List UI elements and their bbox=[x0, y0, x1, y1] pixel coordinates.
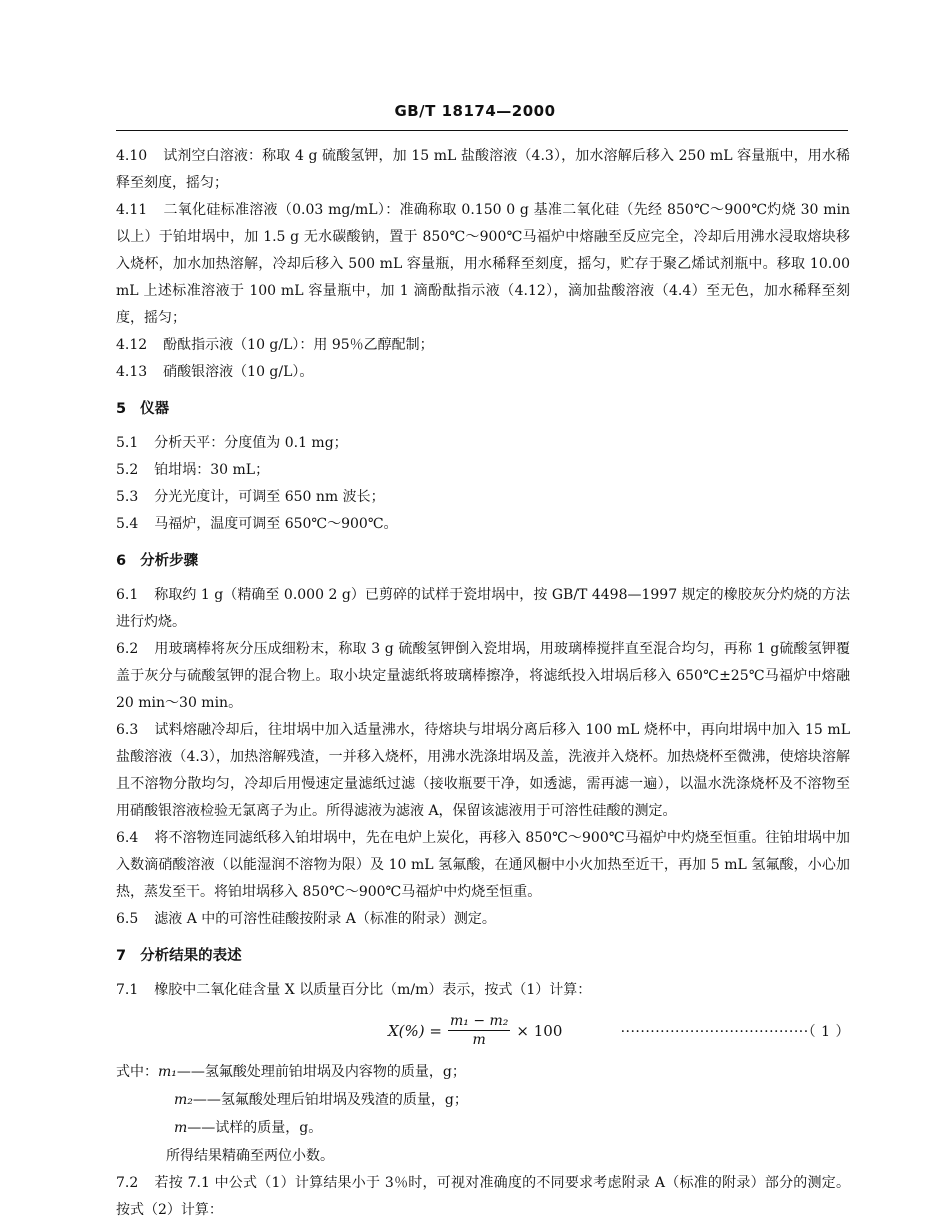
clause-5-1 bbox=[116, 430, 850, 457]
clause-text: 滤液 A 中的可溶性硅酸按附录 A（标准的附录）测定。 bbox=[154, 911, 496, 927]
clause-5-4 bbox=[116, 511, 850, 538]
clause-text: 硝酸银溶液（10 g/L）。 bbox=[163, 364, 314, 380]
clause-number: 6.2 bbox=[116, 641, 139, 657]
clause-text: 试剂空白溶液：称取 4 g 硫酸氢钾，加 15 mL 盐酸溶液（4.3），加水溶解后移入 250 mL 容量瓶中，用水稀释至刻度，摇匀； bbox=[116, 148, 850, 191]
section-title: 仪器 bbox=[140, 401, 170, 417]
clause-4-12 bbox=[116, 332, 850, 359]
equation-number: ······································（ 1 ） bbox=[620, 1024, 850, 1040]
legend-text: ——试样的质量，g。 bbox=[187, 1120, 323, 1136]
clause-text: 用玻璃棒将灰分压成细粉末，称取 3 g 硫酸氢钾倒入瓷坩埚，用玻璃棒搅拌直至混合均匀，再称 1 g硫酸氢钾覆盖于灰分与硫酸氢钾的混合物上。取小块定量滤纸将玻璃棒擦净，将滤纸投入坩埚后移入 650℃±25℃马福炉中熔融 20 min～30 min。 bbox=[116, 641, 850, 711]
legend-row-m1 bbox=[116, 1058, 850, 1086]
legend-row-m2 bbox=[116, 1086, 850, 1114]
clause-text: 铂坩埚：30 mL； bbox=[154, 462, 270, 478]
clause-number: 4.11 bbox=[116, 202, 148, 218]
clause-number: 5.1 bbox=[116, 435, 139, 451]
clause-5-2 bbox=[116, 457, 850, 484]
formula-lhs: X(%) = bbox=[388, 1021, 442, 1040]
clause-text: 称取约 1 g（精确至 0.000 2 g）已剪碎的试样于瓷坩埚中，按 GB/T 4498—1997 规定的橡胶灰分灼烧的方法进行灼烧。 bbox=[116, 587, 850, 630]
clause-7-2 bbox=[116, 1170, 850, 1224]
formula-denominator: m bbox=[472, 1032, 486, 1048]
clause-number: 6.5 bbox=[116, 911, 139, 927]
formula-numerator: m₁ − m₂ bbox=[449, 1013, 509, 1029]
clause-text: 试料熔融冷却后，往坩埚中加入适量沸水，待熔块与坩埚分离后移入 100 mL 烧杯中，再向坩埚中加入 15 mL 盐酸溶液（4.3），加热溶解残渣，一并移入烧杯，用沸水洗涤坩埚及盖，洗液并入烧杯。加热烧杯至微沸，使熔块溶解且不溶物分散均匀，冷却后用慢速定量滤纸过滤（接收瓶要干净，如透滤，需再滤一遍），以温水洗涤烧杯及不溶物至用硝酸银溶液检验无氯离子为止。所得滤液为滤液 A，保留该滤液用于可溶性硅酸的测定。 bbox=[116, 722, 850, 819]
clause-text: 橡胶中二氧化硅含量 X 以质量百分比（m/m）表示，按式（1）计算： bbox=[154, 982, 592, 998]
legend-intro: 式中： bbox=[116, 1064, 158, 1080]
legend-row-m bbox=[116, 1114, 850, 1142]
clause-text: 将不溶物连同滤纸移入铂坩埚中，先在电炉上炭化，再移入 850℃～900℃马福炉中灼烧至恒重。往铂坩埚中加入数滴硝酸溶液（以能湿润不溶物为限）及 10 mL 氢氟酸，在通风橱中小火加热至近干，再加 5 mL 氢氟酸，小心加热，蒸发至干。将铂坩埚移入 850℃～900℃马福炉中灼烧至恒重。 bbox=[116, 830, 850, 900]
clause-number: 4.10 bbox=[116, 148, 148, 164]
clause-4-10 bbox=[116, 143, 850, 197]
clause-number: 6.3 bbox=[116, 722, 139, 738]
clause-number: 6.1 bbox=[116, 587, 139, 603]
clause-text: 分析天平：分度值为 0.1 mg； bbox=[154, 435, 348, 451]
page-header: GB/T 18174—2000 bbox=[394, 102, 556, 120]
legend-text: ——氢氟酸处理后铂坩埚及残渣的质量，g； bbox=[192, 1092, 468, 1108]
clause-number: 5.4 bbox=[116, 516, 139, 532]
clause-number: 5.3 bbox=[116, 489, 139, 505]
section-title: 分析结果的表述 bbox=[140, 948, 242, 964]
formula-rhs: × 100 bbox=[516, 1021, 563, 1040]
clause-text: 马福炉，温度可调至 650℃～900℃。 bbox=[154, 516, 398, 532]
legend-variable: m₂ bbox=[174, 1092, 193, 1108]
clause-number: 6.4 bbox=[116, 830, 139, 846]
clause-number: 7.1 bbox=[116, 982, 139, 998]
section-number: 7 bbox=[116, 948, 127, 964]
clause-6-1 bbox=[116, 582, 850, 636]
section-number: 5 bbox=[116, 401, 127, 417]
formula-expression bbox=[388, 1012, 562, 1049]
formula-fraction bbox=[448, 1012, 510, 1049]
clause-text: 若按 7.1 中公式（1）计算结果小于 3％时，可视对准确度的不同要求考虑附录 A（标准的附录）部分的测定。按式（2）计算： bbox=[116, 1175, 850, 1218]
legend-variable: m bbox=[174, 1120, 188, 1136]
clause-5-3 bbox=[116, 484, 850, 511]
header-rule bbox=[116, 130, 848, 131]
clause-6-2 bbox=[116, 636, 850, 717]
clause-6-3 bbox=[116, 717, 850, 825]
legend-variable: m₁ bbox=[158, 1064, 177, 1080]
clause-number: 4.12 bbox=[116, 337, 148, 353]
section-heading-5 bbox=[116, 398, 850, 420]
clause-text: 二氧化硅标准溶液（0.03 mg/mL）：准确称取 0.150 0 g 基准二氧化硅（先经 850℃～900℃灼烧 30 min 以上）于铂坩埚中，加 1.5 g 无水碳酸钠，置于 850℃～900℃马福炉中熔融至反应完全，冷却后用沸水浸取熔块移入烧杯，加水加热溶解，冷却后移入 500 mL 容量瓶，用水稀释至刻度，摇匀，贮存于聚乙烯试剂瓶中。移取 10.00 mL 上述标准溶液于 100 mL 容量瓶中，加 1 滴酚酞指示液（4.12），滴加盐酸溶液（4.4）至无色，加水稀释至刻度，摇匀； bbox=[116, 202, 850, 326]
formula-1 bbox=[116, 1004, 850, 1058]
clause-number: 4.13 bbox=[116, 364, 148, 380]
clause-number: 5.2 bbox=[116, 462, 139, 478]
clause-text: 分光光度计，可调至 650 nm 波长； bbox=[154, 489, 385, 505]
section-heading-7 bbox=[116, 945, 850, 967]
clause-6-4 bbox=[116, 825, 850, 906]
section-heading-6 bbox=[116, 550, 850, 572]
clause-text: 酚酞指示液（10 g/L）：用 95％乙醇配制； bbox=[163, 337, 434, 353]
clause-7-1 bbox=[116, 977, 850, 1004]
precision-note: 所得结果精确至两位小数。 bbox=[166, 1148, 334, 1164]
clause-4-11 bbox=[116, 197, 850, 332]
page-content bbox=[116, 143, 850, 1224]
legend-text: ——氢氟酸处理前铂坩埚及内容物的质量，g； bbox=[176, 1064, 466, 1080]
clause-6-5 bbox=[116, 906, 850, 933]
section-title: 分析步骤 bbox=[140, 553, 199, 569]
clause-4-13 bbox=[116, 359, 850, 386]
section-number: 6 bbox=[116, 553, 127, 569]
clause-number: 7.2 bbox=[116, 1175, 139, 1191]
